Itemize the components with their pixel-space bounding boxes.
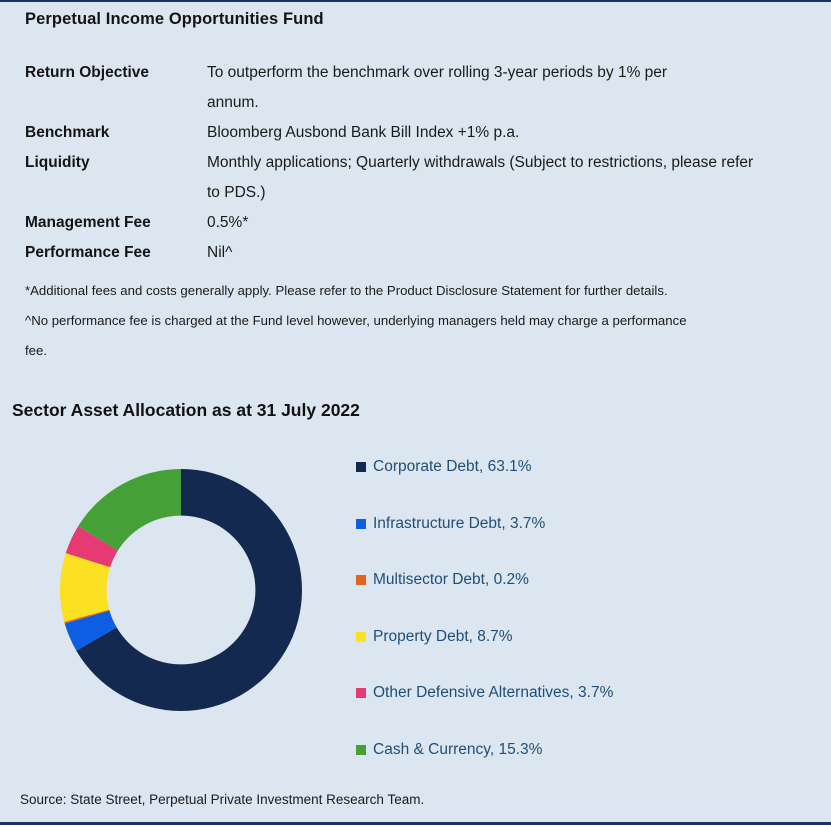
donut-chart (57, 466, 305, 714)
chart-title: Sector Asset Allocation as at 31 July 2022 (12, 400, 360, 420)
legend-swatch-icon (356, 632, 366, 642)
legend-item-multisector-debt (356, 565, 613, 595)
legend-item-cash-currency (356, 735, 613, 765)
legend-swatch-icon (356, 462, 366, 472)
legend-item-infrastructure-debt (356, 509, 613, 539)
legend-item-property-debt (356, 622, 613, 652)
detail-row-benchmark (25, 118, 767, 148)
legend-label: Property Debt, 8.7% (373, 627, 513, 645)
legend-item-corporate-debt (356, 452, 613, 482)
detail-value: Monthly applications; Quarterly withdrawals (Subject to restrictions, please refer to PDS.) (207, 154, 754, 201)
detail-label: Management Fee (25, 214, 151, 231)
legend-label: Other Defensive Alternatives, 3.7% (373, 684, 614, 701)
detail-row-management-fee (25, 208, 767, 238)
detail-value: Bloomberg Ausbond Bank Bill Index +1% p.a. (207, 124, 520, 141)
detail-row-return-objective (25, 58, 767, 118)
fund-details-table (25, 58, 767, 268)
page-title: Perpetual Income Opportunities Fund (25, 10, 324, 28)
footnotes (25, 276, 693, 366)
chart-legend (356, 452, 613, 791)
legend-swatch-icon (356, 688, 366, 698)
detail-label: Return Objective (25, 64, 150, 81)
legend-swatch-icon (356, 575, 366, 585)
legend-label: Corporate Debt, 63.1% (373, 458, 532, 475)
detail-value: To outperform the benchmark over rolling 3-year periods by 1% per annum. (207, 64, 668, 111)
footnote: *Additional fees and costs generally apply. Please refer to the Product Disclosure Statement for further details. (25, 283, 668, 298)
detail-label: Liquidity (25, 154, 90, 171)
detail-label: Benchmark (25, 124, 110, 141)
detail-row-performance-fee (25, 238, 767, 268)
detail-row-liquidity (25, 148, 767, 208)
legend-swatch-icon (356, 745, 366, 755)
source-note: Source: State Street, Perpetual Private Investment Research Team. (20, 792, 425, 807)
detail-label: Performance Fee (25, 244, 151, 261)
legend-label: Infrastructure Debt, 3.7% (373, 514, 546, 532)
legend-item-other-defensive-alternatives (356, 678, 613, 708)
detail-value: Nil^ (207, 244, 233, 261)
footnote: ^No performance fee is charged at the Fund level however, underlying managers held may charge a performance fee. (25, 313, 687, 358)
detail-value: 0.5%* (207, 214, 249, 231)
legend-label: Multisector Debt, 0.2% (373, 571, 529, 588)
legend-label: Cash & Currency, 15.3% (373, 740, 543, 758)
legend-swatch-icon (356, 519, 366, 529)
